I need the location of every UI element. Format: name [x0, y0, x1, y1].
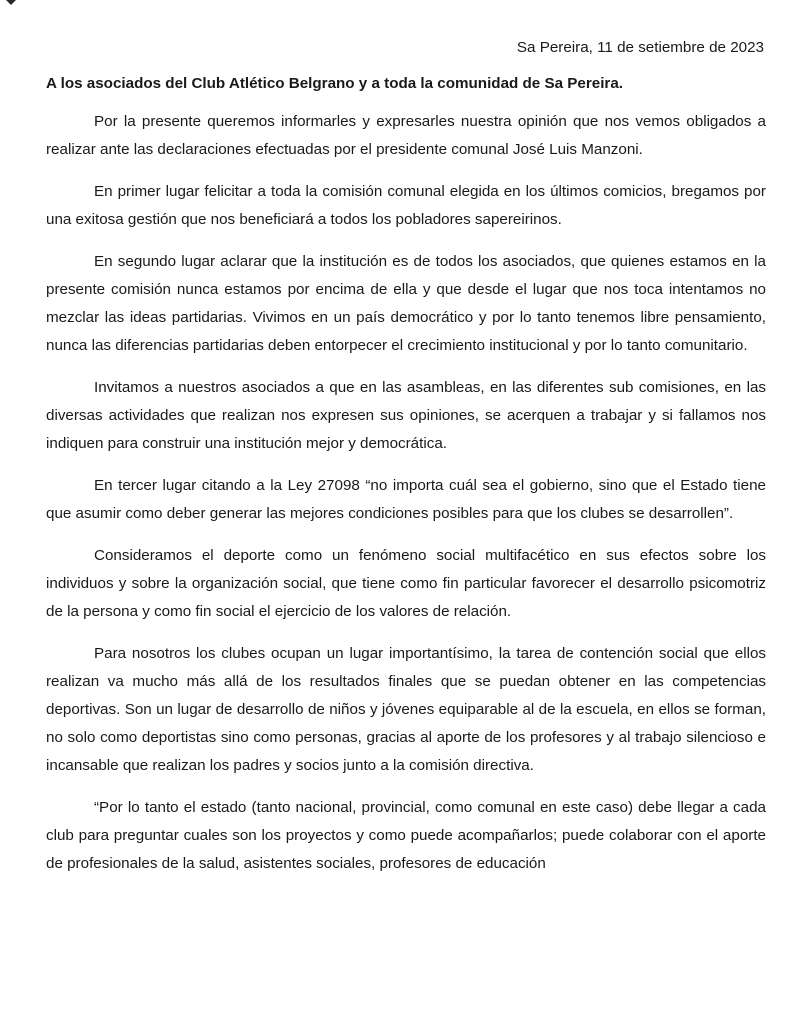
corner-logo-fragment	[0, 0, 34, 6]
paragraph-8: “Por lo tanto el estado (tanto nacional, provincial, como comunal en este caso) debe llegar a cada club para preguntar cuales son los proyectos y como puede acompañarlos; puede colaborar con el aporte de profesionales de la salud, asistentes sociales, profesores de educación	[46, 799, 766, 872]
paragraph-1: Por la presente queremos informarles y expresarles nuestra opinión que nos vemos obligados a realizar ante las declaraciones efectuadas por el presidente comunal José Luis Manzoni.	[46, 113, 766, 158]
paragraph-5: En tercer lugar citando a la Ley 27098 “no importa cuál sea el gobierno, sino que el Estado tiene que asumir como deber generar las mejores condiciones posibles para que los clubes se desarrollen”.	[46, 477, 766, 522]
paragraph-2: En primer lugar felicitar a toda la comisión comunal elegida en los últimos comicios, bregamos por una exitosa gestión que nos beneficiará a todos los pobladores sapereirinos.	[46, 183, 766, 228]
letter-date: Sa Pereira, 11 de setiembre de 2023	[516, 39, 764, 56]
paragraph-4: Invitamos a nuestros asociados a que en las asambleas, en las diferentes sub comisiones, en las diversas actividades que realizan nos expresen sus opiniones, se acerquen a trabajar y si fallamos nos indiquen para construir una institución mejor y democrática.	[46, 379, 766, 452]
paragraph-6: Consideramos el deporte como un fenómeno social multifacético en sus efectos sobre los individuos y sobre la organización social, que tiene como fin particular favorecer el desarrollo psicomotriz de la persona y como fin social el ejercicio de los valores de relación.	[46, 547, 766, 620]
paragraph-3: En segundo lugar aclarar que la institución es de todos los asociados, que quienes estamos en la presente comisión nunca estamos por encima de ella y que desde el lugar que nos toca intentamos no mezclar las ideas partidarias. Vivimos en un país democrático y por lo tanto tenemos libre pensamiento, nunca las diferencias partidarias deben entorpecer el crecimiento institucional y por lo tanto comunitario.	[46, 253, 766, 354]
paragraph-7: Para nosotros los clubes ocupan un lugar importantísimo, la tarea de contención social que ellos realizan va mucho más allá de los resultados finales que se puedan obtener en las competencias deportivas. Son un lugar de desarrollo de niños y jóvenes equiparable al de la escuela, en ellos se forman, no solo como deportistas sino como personas, gracias al aporte de los profesores y al trabajo silencioso e incansable que realizan los padres y socios junto a la comisión directiva.	[46, 645, 766, 774]
letter-heading: A los asociados del Club Atlético Belgrano y a toda la comunidad de Sa Pereira.	[46, 75, 623, 92]
